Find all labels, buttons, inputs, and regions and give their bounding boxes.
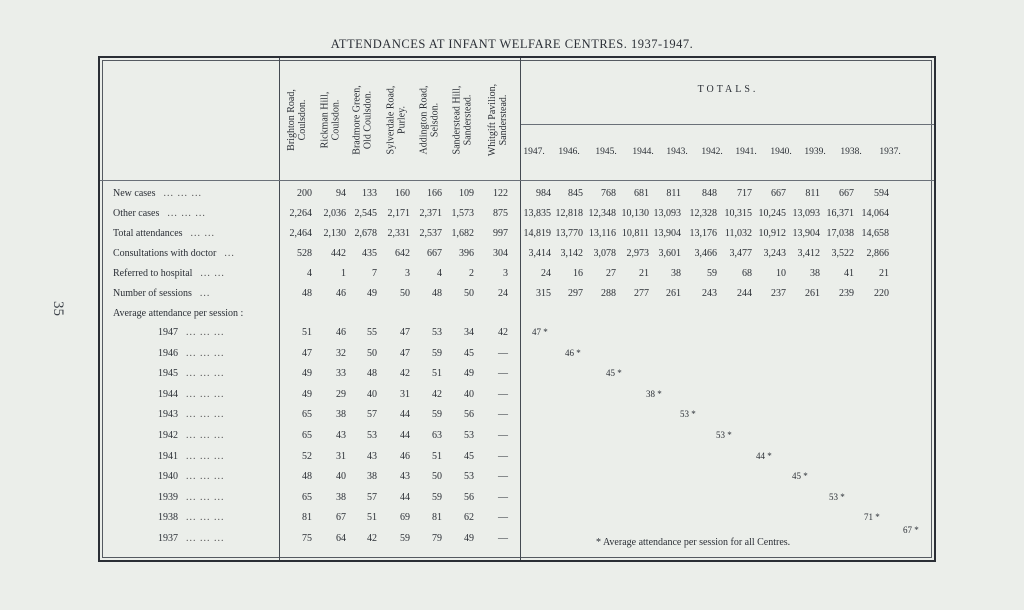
centre-name: Sylverdale Road, Purley. <box>385 85 407 155</box>
centre-cell: 133 <box>362 188 377 199</box>
total-cell: 261 <box>805 288 820 299</box>
total-cell: 2,866 <box>866 248 889 259</box>
row-label <box>113 268 225 279</box>
average-total-cell: 53 * <box>829 492 845 502</box>
centre-cell: 46 <box>336 288 346 299</box>
centre-cell: 47 <box>400 348 410 359</box>
total-cell: 14,819 <box>523 228 551 239</box>
total-cell: 10,315 <box>724 208 752 219</box>
centre-cell: 2,545 <box>354 208 377 219</box>
centre-cell: 1,682 <box>451 228 474 239</box>
year-label-text: 1938 <box>158 512 178 523</box>
average-year-label <box>158 451 225 462</box>
average-year-label <box>158 533 225 544</box>
centre-column-header <box>484 64 512 176</box>
centre-name: Addington Road, Selsdon. <box>418 85 441 155</box>
centre-cell: 48 <box>302 471 312 482</box>
row-label <box>113 288 210 299</box>
total-cell: 315 <box>536 288 551 299</box>
centre-cell: — <box>498 430 508 441</box>
total-year-header: 1944. <box>632 147 654 157</box>
total-cell: 10 <box>776 268 786 279</box>
centre-cell: 42 <box>432 389 442 400</box>
leader-dots: ... ... <box>200 268 225 279</box>
centre-cell: 31 <box>336 451 346 462</box>
centre-cell: 46 <box>400 451 410 462</box>
centre-cell: 24 <box>498 288 508 299</box>
centre-cell: 1,573 <box>451 208 474 219</box>
leader-dots: ... ... ... <box>186 368 225 379</box>
centre-cell: 50 <box>367 348 377 359</box>
leader-dots: ... ... ... <box>186 430 225 441</box>
total-cell: 17,038 <box>826 228 854 239</box>
average-year-label <box>158 409 225 420</box>
total-cell: 244 <box>737 288 752 299</box>
centre-cell: 45 <box>464 348 474 359</box>
average-total-cell: 45 * <box>606 368 622 378</box>
centre-cell: 51 <box>432 451 442 462</box>
centre-cell: 1 <box>341 268 346 279</box>
year-label-text: 1942 <box>158 430 178 441</box>
total-cell: 27 <box>606 268 616 279</box>
year-label-text: 1941 <box>158 451 178 462</box>
total-cell: 277 <box>634 288 649 299</box>
centre-cell: 48 <box>367 368 377 379</box>
leader-dots: ... ... <box>190 228 216 239</box>
average-year-label <box>158 430 225 441</box>
total-cell: 667 <box>839 188 854 199</box>
row-label <box>113 248 235 259</box>
total-cell: 13,116 <box>588 228 616 239</box>
average-year-label <box>158 327 225 338</box>
total-cell: 848 <box>702 188 717 199</box>
centre-column-header <box>415 64 443 176</box>
total-cell: 13,093 <box>653 208 681 219</box>
total-cell: 12,328 <box>689 208 717 219</box>
total-cell: 12,818 <box>555 208 583 219</box>
centre-cell: 442 <box>331 248 346 259</box>
total-cell: 10,130 <box>621 208 649 219</box>
centre-cell: 59 <box>432 348 442 359</box>
total-year-header: 1939. <box>804 147 826 157</box>
centre-cell: 43 <box>367 451 377 462</box>
leader-dots: ... ... ... <box>186 327 225 338</box>
divider-label-column <box>279 58 280 560</box>
centre-cell: 396 <box>459 248 474 259</box>
centre-cell: 53 <box>367 430 377 441</box>
centre-cell: — <box>498 512 508 523</box>
total-cell: 3,243 <box>763 248 786 259</box>
centre-name: Bradmore Green, Old Coulsdon. <box>352 85 375 155</box>
centre-cell: 59 <box>432 409 442 420</box>
centre-cell: 32 <box>336 348 346 359</box>
centre-cell: 2,371 <box>419 208 442 219</box>
centre-cell: 42 <box>367 533 377 544</box>
centre-cell: 50 <box>464 288 474 299</box>
total-cell: 3,414 <box>528 248 551 259</box>
year-label-text: 1943 <box>158 409 178 420</box>
divider-totals-years <box>521 124 934 125</box>
centre-column-header <box>448 64 476 176</box>
leader-dots: ... ... ... <box>163 188 202 199</box>
centre-cell: 49 <box>367 288 377 299</box>
centre-cell: 59 <box>400 533 410 544</box>
centre-cell: 109 <box>459 188 474 199</box>
centre-cell: 45 <box>464 451 474 462</box>
centre-cell: — <box>498 409 508 420</box>
total-cell: 59 <box>707 268 717 279</box>
centre-cell: 304 <box>493 248 508 259</box>
average-total-cell: 38 * <box>646 389 662 399</box>
centre-cell: 166 <box>427 188 442 199</box>
total-cell: 10,912 <box>758 228 786 239</box>
centre-cell: 528 <box>297 248 312 259</box>
year-label-text: 1944 <box>158 389 178 400</box>
centre-cell: 44 <box>400 409 410 420</box>
total-cell: 10,811 <box>621 228 649 239</box>
centre-cell: — <box>498 451 508 462</box>
total-cell: 3,522 <box>831 248 854 259</box>
total-cell: 297 <box>568 288 583 299</box>
centre-cell: 667 <box>427 248 442 259</box>
centre-cell: 53 <box>464 471 474 482</box>
centre-cell: 49 <box>302 368 312 379</box>
total-year-header: 1946. <box>558 147 580 157</box>
average-total-cell: 53 * <box>680 409 696 419</box>
total-cell: 10,245 <box>758 208 786 219</box>
centre-cell: — <box>498 389 508 400</box>
total-cell: 811 <box>666 188 681 199</box>
centre-cell: 67 <box>336 512 346 523</box>
total-year-header: 1940. <box>770 147 792 157</box>
row-label <box>113 188 202 199</box>
row-label-text: Number of sessions <box>113 288 192 299</box>
centre-cell: 48 <box>432 288 442 299</box>
centre-cell: 53 <box>432 327 442 338</box>
year-label-text: 1940 <box>158 471 178 482</box>
centre-cell: 38 <box>336 409 346 420</box>
leader-dots: ... ... ... <box>186 471 225 482</box>
centre-cell: 65 <box>302 409 312 420</box>
centre-cell: 94 <box>336 188 346 199</box>
leader-dots: ... ... ... <box>186 389 225 400</box>
centre-cell: 2,331 <box>387 228 410 239</box>
total-cell: 845 <box>568 188 583 199</box>
totals-heading: TOTALS. <box>697 84 759 95</box>
average-heading: Average attendance per session : <box>113 308 244 319</box>
total-cell: 16 <box>573 268 583 279</box>
row-label <box>113 208 206 219</box>
row-label-text: New cases <box>113 188 156 199</box>
centre-cell: 38 <box>336 492 346 503</box>
centre-cell: 81 <box>302 512 312 523</box>
total-cell: 681 <box>634 188 649 199</box>
centre-cell: 51 <box>367 512 377 523</box>
centre-name: Whitgift Pavilion, Sanderstead. <box>487 83 509 157</box>
centre-cell: 50 <box>432 471 442 482</box>
centre-cell: 81 <box>432 512 442 523</box>
total-cell: 237 <box>771 288 786 299</box>
centre-cell: 50 <box>400 288 410 299</box>
centre-cell: 56 <box>464 492 474 503</box>
centre-cell: 40 <box>464 389 474 400</box>
centre-cell: 63 <box>432 430 442 441</box>
leader-dots: ... ... ... <box>167 208 206 219</box>
total-cell: 288 <box>601 288 616 299</box>
centre-cell: — <box>498 492 508 503</box>
leader-dots: ... ... ... <box>186 492 225 503</box>
centre-cell: 7 <box>372 268 377 279</box>
centre-name: Sanderstead Hill, Sanderstead. <box>451 85 473 155</box>
divider-totals-column <box>520 58 521 560</box>
total-cell: 11,032 <box>724 228 752 239</box>
centre-cell: 3 <box>503 268 508 279</box>
centre-cell: 69 <box>400 512 410 523</box>
centre-cell: 48 <box>302 288 312 299</box>
centre-cell: 79 <box>432 533 442 544</box>
average-total-cell: 53 * <box>716 430 732 440</box>
centre-column-header <box>283 64 311 176</box>
average-total-cell: 71 * <box>864 512 880 522</box>
centre-cell: 997 <box>493 228 508 239</box>
total-cell: 3,601 <box>658 248 681 259</box>
total-year-header: 1947. <box>523 147 545 157</box>
centre-cell: 65 <box>302 492 312 503</box>
year-label-text: 1939 <box>158 492 178 503</box>
total-cell: 13,904 <box>653 228 681 239</box>
centre-cell: — <box>498 533 508 544</box>
centre-cell: 46 <box>336 327 346 338</box>
centre-cell: 57 <box>367 492 377 503</box>
centre-cell: 2,264 <box>289 208 312 219</box>
centre-cell: 43 <box>400 471 410 482</box>
total-year-header: 1941. <box>735 147 757 157</box>
leader-dots: ... <box>199 288 211 299</box>
centre-cell: 3 <box>405 268 410 279</box>
centre-cell: 122 <box>493 188 508 199</box>
centre-cell: 47 <box>302 348 312 359</box>
centre-cell: 2,130 <box>323 228 346 239</box>
centre-column-header <box>349 64 377 176</box>
row-label-text: Consultations with doctor <box>113 248 217 259</box>
total-year-header: 1945. <box>595 147 617 157</box>
total-cell: 21 <box>639 268 649 279</box>
centre-cell: 65 <box>302 430 312 441</box>
total-cell: 21 <box>879 268 889 279</box>
row-label <box>113 228 215 239</box>
row-label-text: Referred to hospital <box>113 268 193 279</box>
centre-cell: 56 <box>464 409 474 420</box>
average-total-cell: 47 * <box>532 327 548 337</box>
centre-cell: 49 <box>464 368 474 379</box>
centre-cell: 2,036 <box>323 208 346 219</box>
centre-cell: 33 <box>336 368 346 379</box>
centre-cell: 200 <box>297 188 312 199</box>
average-year-label <box>158 368 225 379</box>
total-cell: 41 <box>844 268 854 279</box>
centre-cell: 29 <box>336 389 346 400</box>
centre-cell: 4 <box>437 268 442 279</box>
centre-cell: 42 <box>498 327 508 338</box>
total-cell: 667 <box>771 188 786 199</box>
total-cell: 14,658 <box>861 228 889 239</box>
total-cell: 3,477 <box>729 248 752 259</box>
centre-cell: 44 <box>400 492 410 503</box>
total-cell: 38 <box>810 268 820 279</box>
centre-cell: 34 <box>464 327 474 338</box>
centre-cell: 51 <box>432 368 442 379</box>
footnote: * Average attendance per session for all Centres. <box>596 537 791 548</box>
centre-cell: 2,171 <box>387 208 410 219</box>
leader-dots: ... ... ... <box>186 348 225 359</box>
total-year-header: 1938. <box>840 147 862 157</box>
centre-cell: 2,678 <box>354 228 377 239</box>
total-cell: 3,466 <box>694 248 717 259</box>
average-total-cell: 45 * <box>792 471 808 481</box>
centre-cell: 43 <box>336 430 346 441</box>
centre-cell: 2,464 <box>289 228 312 239</box>
row-label-text: Total attendances <box>113 228 183 239</box>
centre-cell: 2 <box>469 268 474 279</box>
centre-cell: — <box>498 368 508 379</box>
centre-cell: 51 <box>302 327 312 338</box>
centre-cell: 49 <box>302 389 312 400</box>
total-cell: 261 <box>666 288 681 299</box>
centre-cell: 31 <box>400 389 410 400</box>
total-year-header: 1943. <box>666 147 688 157</box>
leader-dots: ... <box>224 248 235 259</box>
leader-dots: ... ... ... <box>186 533 225 544</box>
total-cell: 16,371 <box>826 208 854 219</box>
centre-cell: 40 <box>336 471 346 482</box>
total-cell: 243 <box>702 288 717 299</box>
centre-cell: 62 <box>464 512 474 523</box>
centre-cell: 875 <box>493 208 508 219</box>
total-cell: 3,078 <box>593 248 616 259</box>
centre-cell: 642 <box>395 248 410 259</box>
centre-cell: 40 <box>367 389 377 400</box>
total-cell: 24 <box>541 268 551 279</box>
leader-dots: ... ... ... <box>186 512 225 523</box>
total-cell: 68 <box>742 268 752 279</box>
year-label-text: 1946 <box>158 348 178 359</box>
divider-header <box>100 180 934 181</box>
total-year-header: 1942. <box>701 147 723 157</box>
centre-cell: 44 <box>400 430 410 441</box>
centre-cell: 47 <box>400 327 410 338</box>
total-cell: 3,142 <box>560 248 583 259</box>
total-cell: 220 <box>874 288 889 299</box>
centre-cell: 55 <box>367 327 377 338</box>
total-cell: 239 <box>839 288 854 299</box>
year-label-text: 1947 <box>158 327 178 338</box>
centre-column-header <box>316 64 344 176</box>
centre-cell: 435 <box>362 248 377 259</box>
total-cell: 38 <box>671 268 681 279</box>
average-year-label <box>158 492 225 503</box>
year-label-text: 1937 <box>158 533 178 544</box>
average-year-label <box>158 348 225 359</box>
total-cell: 3,412 <box>797 248 820 259</box>
average-year-label <box>158 512 225 523</box>
centre-cell: 160 <box>395 188 410 199</box>
total-cell: 594 <box>874 188 889 199</box>
total-cell: 2,973 <box>626 248 649 259</box>
table-title: ATTENDANCES AT INFANT WELFARE CENTRES. 1937-1947. <box>330 37 694 51</box>
total-cell: 811 <box>805 188 820 199</box>
centre-cell: 75 <box>302 533 312 544</box>
average-year-label <box>158 471 225 482</box>
total-cell: 13,176 <box>689 228 717 239</box>
leader-dots: ... ... ... <box>186 409 225 420</box>
row-label-text: Other cases <box>113 208 160 219</box>
total-cell: 13,093 <box>792 208 820 219</box>
centre-name: Brighton Road, Coulsdon. <box>286 89 309 151</box>
centre-cell: 42 <box>400 368 410 379</box>
centre-cell: 53 <box>464 430 474 441</box>
average-year-label <box>158 389 225 400</box>
centre-column-header <box>382 64 410 176</box>
average-total-cell: 46 * <box>565 348 581 358</box>
year-label-text: 1945 <box>158 368 178 379</box>
page-number: 35 <box>50 301 66 316</box>
centre-cell: 4 <box>307 268 312 279</box>
centre-cell: 59 <box>432 492 442 503</box>
centre-name: Rickman Hill, Coulsdon. <box>319 91 342 149</box>
total-cell: 12,348 <box>588 208 616 219</box>
total-cell: 13,904 <box>792 228 820 239</box>
total-cell: 984 <box>536 188 551 199</box>
centre-cell: 52 <box>302 451 312 462</box>
centre-cell: 57 <box>367 409 377 420</box>
average-total-cell: 44 * <box>756 451 772 461</box>
centre-cell: 49 <box>464 533 474 544</box>
centre-cell: — <box>498 348 508 359</box>
total-year-header: 1937. <box>879 147 901 157</box>
total-cell: 768 <box>601 188 616 199</box>
total-cell: 14,064 <box>861 208 889 219</box>
leader-dots: ... ... ... <box>186 451 225 462</box>
centre-cell: — <box>498 471 508 482</box>
centre-cell: 64 <box>336 533 346 544</box>
average-total-cell: 67 * <box>903 525 919 535</box>
total-cell: 717 <box>737 188 752 199</box>
centre-cell: 2,537 <box>419 228 442 239</box>
total-cell: 13,835 <box>523 208 551 219</box>
centre-cell: 38 <box>367 471 377 482</box>
total-cell: 13,770 <box>555 228 583 239</box>
